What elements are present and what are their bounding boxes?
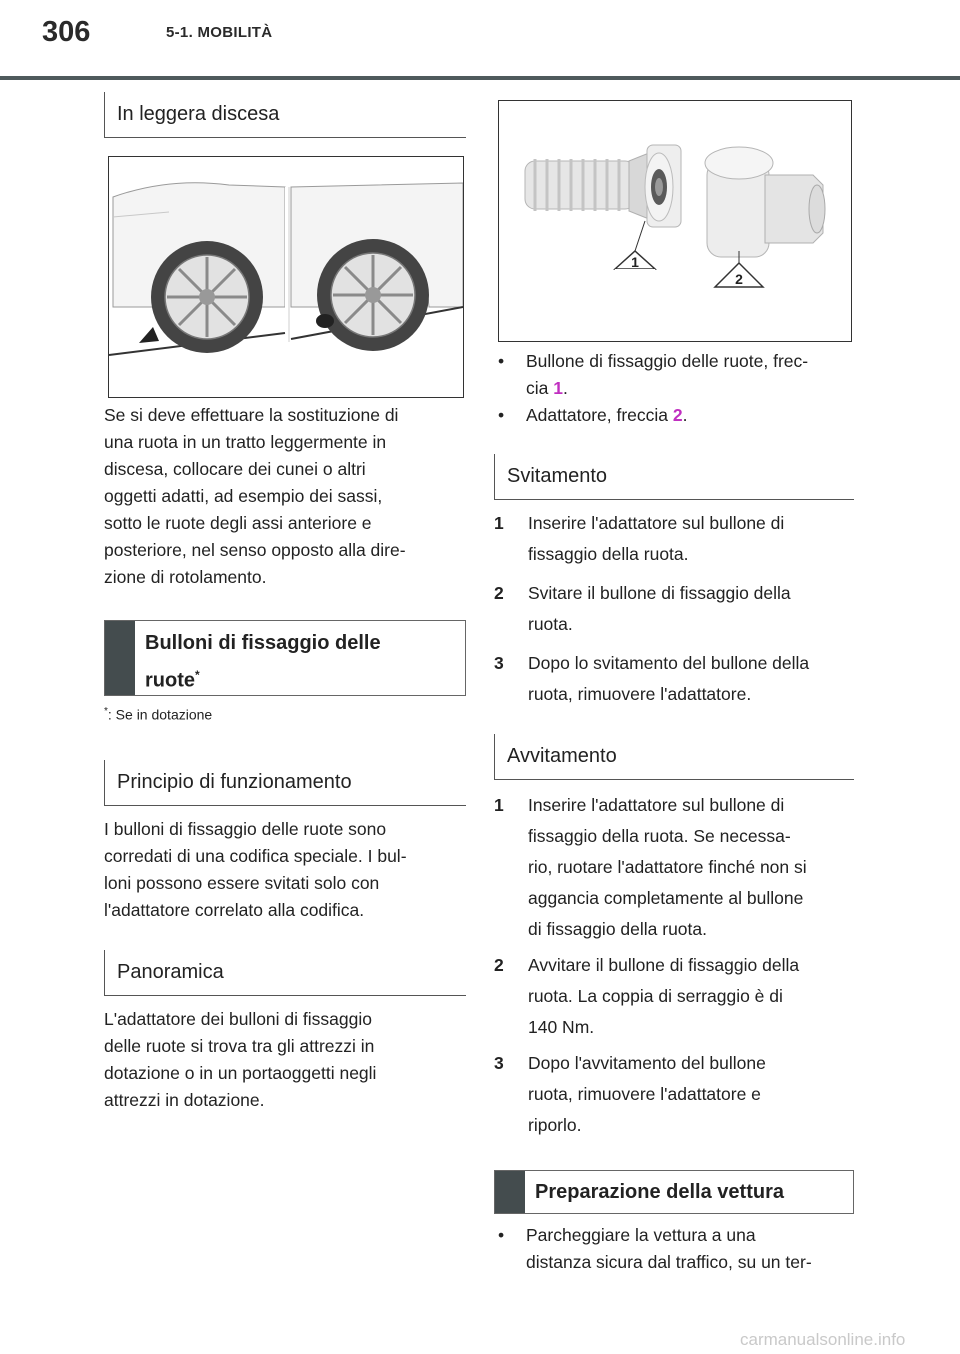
step-text (528, 1048, 854, 1141)
step-line: Inserire l'adattatore sul bullone di (528, 795, 785, 815)
step-line: Dopo lo svitamento del bullone della (528, 653, 810, 673)
principle-paragraph (104, 816, 466, 924)
heading-screw (494, 734, 854, 780)
step-line: Inserire l'adattatore sul bullone di (528, 513, 785, 533)
chapter-title: 5-1. MOBILITÀ (166, 24, 273, 41)
overview-line: delle ruote si trova tra gli attrezzi in (104, 1036, 375, 1056)
bullet-adapter (498, 402, 854, 429)
bolt-adapter-illustration (499, 101, 851, 341)
bullet-text (526, 348, 808, 402)
heading-slope-text: In leggera discesa (117, 103, 280, 125)
arrow-ref-1: 1 (553, 378, 563, 398)
slope-line: sotto le ruote degli assi anteriore e (104, 513, 372, 533)
step-number: 2 (494, 955, 504, 975)
principle-line: I bulloni di fissaggio delle ruote sono (104, 819, 387, 839)
asterisk-mark: * (195, 668, 200, 682)
heading-principle-text: Principio di funzionamento (117, 771, 352, 793)
step-line: rio, ruotare l'adattatore finché non si (528, 857, 807, 877)
heading-wheel-bolts (104, 620, 466, 696)
step-line: ruota. La coppia di serraggio è di (528, 986, 783, 1006)
bullet-tail: . (562, 378, 568, 398)
heading-overview-text: Panoramica (117, 961, 224, 983)
bullet-tail: . (682, 405, 688, 425)
bullet-dot: • (498, 351, 505, 371)
screw-step-1 (494, 790, 854, 945)
bullet-text (526, 402, 688, 429)
principle-line: loni possono essere svitati solo con (104, 873, 380, 893)
step-line: ruota, rimuovere l'adattatore e (528, 1084, 761, 1104)
heading-bar (105, 621, 135, 695)
page-number: 306 (42, 16, 91, 48)
unscrew-step-2 (494, 578, 854, 640)
step-text (528, 578, 854, 640)
heading-wheel-bolts-text (135, 621, 391, 695)
bullet-line: Adattatore, freccia (526, 405, 673, 425)
step-number: 2 (494, 583, 504, 603)
heading-unscrew-text: Svitamento (507, 465, 608, 487)
step-line: di fissaggio della ruota. (528, 919, 707, 939)
slope-paragraph (104, 402, 466, 591)
overview-line: L'adattatore dei bulloni di fissaggio (104, 1009, 372, 1029)
footnote-mark: * (104, 706, 108, 717)
principle-line: corredati di una codifica speciale. I bul- (104, 846, 407, 866)
step-number: 1 (494, 513, 504, 533)
arrow-ref-2: 2 (672, 405, 683, 425)
slope-line: posteriore, nel senso opposto alla dire- (104, 540, 406, 560)
bullet-bolt (498, 348, 854, 402)
step-line: fissaggio della ruota. (528, 544, 689, 564)
principle-line: l'adattatore correlato alla codifica. (104, 900, 365, 920)
step-text (528, 790, 854, 945)
bullet-line: distanza sicura dal traffico, su un ter- (526, 1252, 812, 1272)
step-line: Svitare il bullone di fissaggio della (528, 583, 791, 603)
bullet-parking (498, 1222, 854, 1276)
step-line: riporlo. (528, 1115, 582, 1135)
heading-principle (104, 760, 466, 806)
overview-paragraph (104, 1006, 466, 1114)
slope-line: una ruota in un tratto leggermente in (104, 432, 387, 452)
heading-screw-text: Avvitamento (507, 745, 617, 767)
heading-unscrew (494, 454, 854, 500)
step-number: 1 (494, 795, 504, 815)
bullet-line: Bullone di fissaggio delle ruote, frec- (526, 351, 809, 371)
step-number: 3 (494, 1053, 504, 1073)
footnote-text: : Se in dotazione (107, 706, 213, 723)
overview-line: dotazione o in un portaoggetti negli (104, 1063, 377, 1083)
step-line: ruota. (528, 614, 573, 634)
step-line: fissaggio della ruota. Se necessa- (528, 826, 791, 846)
step-line: Avvitare il bullone di fissaggio della (528, 955, 800, 975)
slope-line: oggetti adatti, ad esempio dei sassi, (104, 486, 383, 506)
step-line: 140 Nm. (528, 1017, 595, 1037)
watermark: carmanualsonline.info (740, 1330, 906, 1349)
slope-line: zione di rotolamento. (104, 567, 267, 587)
bullet-dot: • (498, 1225, 505, 1245)
header-rule (0, 76, 960, 80)
bullet-dot: • (498, 405, 505, 425)
screw-step-3 (494, 1048, 854, 1141)
page-header (0, 0, 960, 80)
heading-vehicle-prep (494, 1170, 854, 1214)
bullet-line: Parcheggiare la vettura a una (526, 1225, 756, 1245)
figure-bolt-adapter (498, 100, 852, 342)
heading-bar (495, 1171, 525, 1213)
step-text (528, 508, 854, 570)
step-text (528, 950, 854, 1043)
slope-line: Se si deve effettuare la sostituzione di (104, 405, 399, 425)
footnote (104, 706, 212, 723)
step-line: Dopo l'avvitamento del bullone (528, 1053, 766, 1073)
unscrew-step-3 (494, 648, 854, 710)
callout-1-label: 1 (631, 254, 639, 270)
step-number: 3 (494, 653, 504, 673)
step-text (528, 648, 854, 710)
slope-line: discesa, collocare dei cunei o altri (104, 459, 366, 479)
wheels-illustration (109, 157, 463, 397)
callout-2-label: 2 (735, 271, 743, 287)
heading-slope (104, 92, 466, 138)
unscrew-step-1 (494, 508, 854, 570)
heading-line: Preparazione della vettura (535, 1181, 784, 1203)
overview-line: attrezzi in dotazione. (104, 1090, 265, 1110)
heading-overview (104, 950, 466, 996)
step-line: aggancia completamente al bullone (528, 888, 804, 908)
bullet-text (526, 1222, 812, 1276)
figure-wheels-chocks (108, 156, 464, 398)
screw-step-2 (494, 950, 854, 1043)
heading-line: Bulloni di fissaggio delle (145, 632, 381, 654)
heading-vehicle-prep-text (525, 1171, 794, 1213)
step-line: ruota, rimuovere l'adattatore. (528, 684, 752, 704)
bullet-line: cia (526, 378, 554, 398)
heading-line: ruote (145, 669, 195, 692)
